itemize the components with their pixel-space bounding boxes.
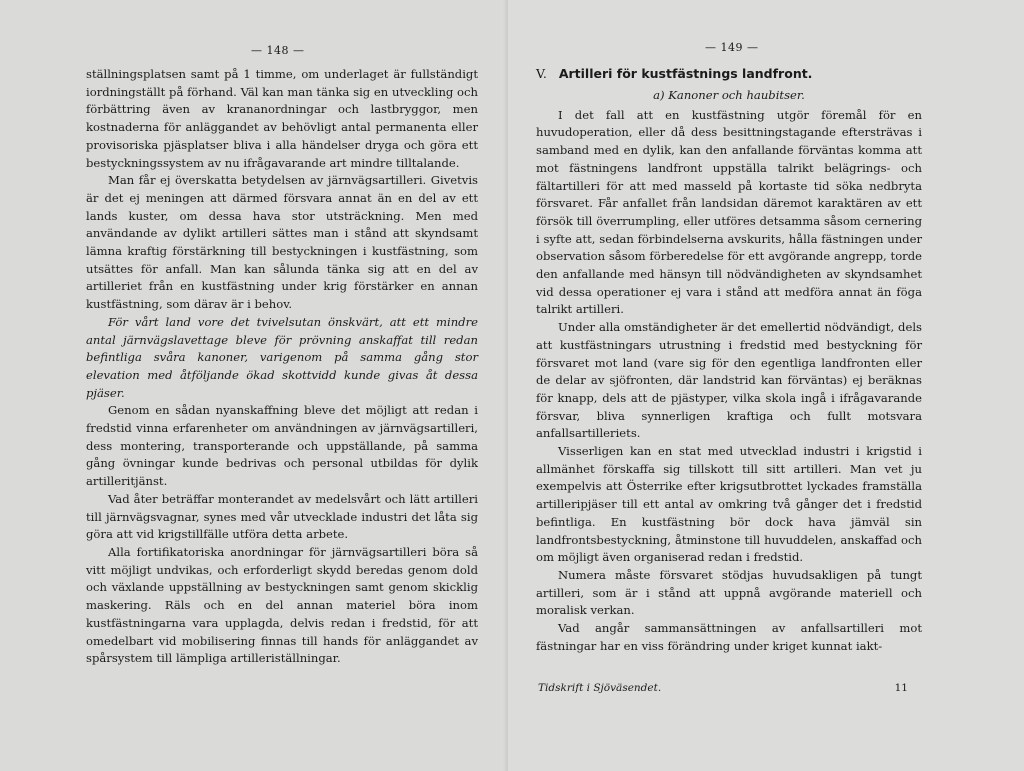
paragraph: Vad åter beträffar monterandet av medelsvårt och lätt artilleri till järnvägsvagnar, synes med vår utvecklade industri det låta sig göra att vid krigstillfälle utföra detta arbete.: [86, 491, 478, 542]
footer-source: Tidskrift i Sjöväsendet.: [538, 682, 662, 694]
page-number: — 148 —: [251, 44, 305, 57]
page-number: — 149 —: [705, 41, 759, 54]
paragraph: Genom en sådan nyanskaffning bleve det möjligt att redan i fredstid vinna erfarenheter om användningen av järnvägsartilleri, dess montering, transporterande och uppställande, på samma gång övningar kunde bedrivas och personal utbildas för dylik artilleritjänst.: [86, 403, 478, 489]
section-number: V.: [536, 66, 547, 81]
left-page: [0, 0, 508, 771]
footer-signature: 11: [894, 682, 908, 694]
section-title: Artilleri för kustfästnings landfront.: [558, 66, 813, 81]
paragraph: Alla fortifikatoriska anordningar för järnvägsartilleri böra så vitt möjligt undvikas, och erforderligt skydd beredas genom dold och växlande uppställning av bestyckningen samt genom skicklig maskering. Räls och en del annan materiel böra inom kustfästningarna vara upplagda, delvis redan i fredstid, för att omedelbart vid mobilisering finnas till hands för anläggandet av spårsystem till lämpliga artilleriställningar.: [86, 544, 478, 666]
paragraph: Visserligen kan en stat med utvecklad industri i krigstid i allmänhet förskaffa sig tillskott till sitt artilleri. Man vet ju exempelvis att Österrike efter krigsutbrottet lyckades framställa artilleripjäser till ett antal av omkring två gånger det i fredstid befintliga. En kustfästning bör dock hava jämväl sin landfrontsbestyckning, åtminstone till huvuddelen, anskaffad och om möjligt även organiserad redan i fredstid.: [536, 444, 922, 565]
text-column: [86, 66, 478, 668]
subsection-heading: a) Kanoner och haubitser.: [653, 88, 805, 102]
paragraph: Vad angår sammansättningen av anfallsartilleri mot fästningar har en viss förändring under kriget kunnat iakt-: [536, 621, 922, 653]
paragraph: Under alla omständigheter är det emellertid nödvändigt, dels att kustfästningars utrustning i fredstid med bestyckning för försvaret mot land (vare sig för den egentliga landfronten eller de delar av sjöfronten, där landstrid kan förväntas) ej beräknas för knapp, dels att de pjästyper, vilka skola ingå i ifrågavarande försvar, bliva synnerligen kraftiga och fullt motsvara anfallsartilleriets.: [536, 320, 922, 441]
page-footer: [538, 682, 918, 694]
paragraph: ställningsplatsen samt på 1 timme, om underlaget är fullständigt iordningställt på förhand. Väl kan man tänka sig en utveckling och förbättring även av krananordningar och lastbryggor, men kostnaderna för anläggandet av behövligt antal permanenta eller provisoriska pjäsplatser bliva i alla händelser dryga och göra ett bestyckningssystem av nu ifrågavarande art mindre tilltalande.: [86, 67, 478, 170]
paragraph: I det fall att en kustfästning utgör föremål för en huvudoperation, eller då dess besittningstagande eftersträvas i samband med en dylik, kan den anfallande förväntas komma att mot fästningens landfront uppställa talrikt belägrings- och fältartilleri för att med masseld på kortaste tid söka nedbryta försvaret. Får anfallet från landsidan däremot karaktären av ett försök till överrumpling, eller utföres detsamma såsom cernering i syfte att, sedan förbindelserna avskurits, hålla fästningen under observation såsom förberedelse för ett avgörande angrepp, torde den anfallande med hänsyn till nödvändigheten av skyndsamhet vid dessa operationer ej vara i stånd att medföra annat än föga talrikt artilleri.: [536, 107, 922, 317]
section-heading: [536, 65, 922, 83]
paragraph: Man får ej överskatta betydelsen av järnvägsartilleri. Givetvis är det ej meningen att därmed försvara annat än en del av ett lands kuster, om dessa hava stor utsträckning. Men med användande av dylikt artilleri sättes man i stånd att skyndsamt lämna kraftig förstärkning till bestyckningen i kustfästning, som utsättes för anfall. Man kan sålunda tänka sig att en del av artilleriet från en kustfästning under krig förstärker en annan kustfästning, som därav är i behov.: [86, 173, 478, 312]
paragraph-italic: För vårt land vore det tvivelsutan önskvärt, att ett mindre antal järnvägslavettage bleve för prövning anskaffat till redan befintliga svåra kanoner, varigenom på samma gång stor elevation med åtföljande ökad skottvidd kunde givas åt dessa pjäser.: [86, 314, 478, 400]
text-column-right: [536, 65, 922, 656]
paragraph: Numera måste försvaret stödjas huvudsakligen på tungt artilleri, som är i stånd att uppnå avgörande materiell och moralisk verkan.: [536, 567, 922, 618]
